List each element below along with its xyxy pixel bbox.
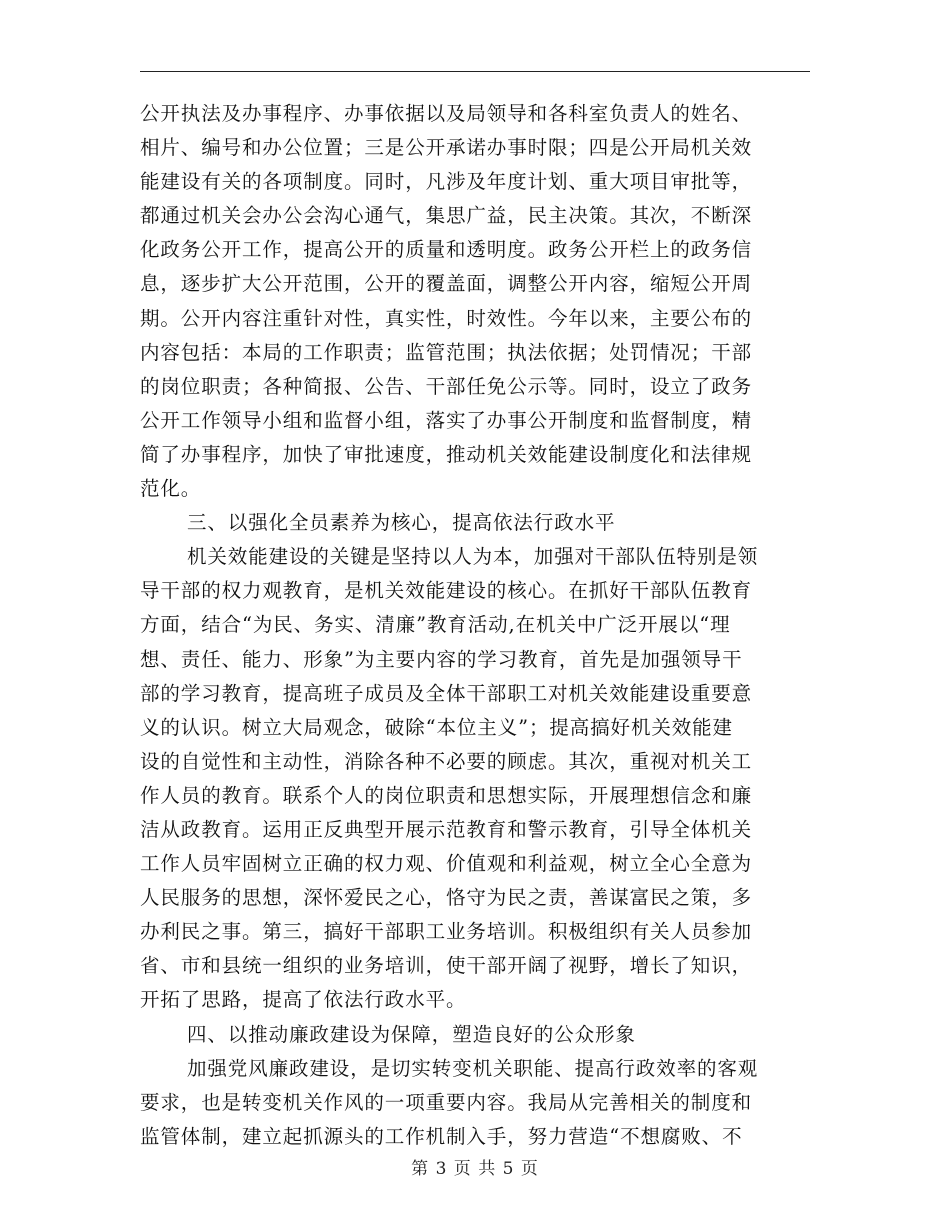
text-line: 导干部的权力观教育，是机关效能建设的核心。在抓好干部队伍教育 [140, 579, 753, 603]
text-line: 义的认识。树立大局观念，破除“本位主义”；提高搞好机关效能建 [140, 715, 733, 739]
text-line: 监管体制，建立起抓源头的工作机制入手，努力营造“不想腐败、不 [140, 1124, 743, 1148]
text-line: 洁从政教育。运用正反典型开展示范教育和警示教育，引导全体机关 [140, 817, 753, 841]
text-line: 想、责任、能力、形象”为主要内容的学习教育，首先是加强领导干 [140, 647, 743, 671]
text-line: 公开执法及办事程序、办事依据以及局领导和各科室负责人的姓名、 [140, 102, 753, 125]
text-line: 省、市和县统一组织的业务培训，使干部开阔了视野，增长了知识， [140, 954, 753, 978]
text-line: 人民服务的思想，深怀爱民之心，恪守为民之责，善谋富民之策，多 [140, 886, 753, 910]
text-line: 的岗位职责；各种简报、公告、干部任免公示等。同时，设立了政务 [140, 374, 753, 398]
text-line: 设的自觉性和主动性，消除各种不必要的顾虑。其次，重视对机关工 [140, 749, 753, 773]
text-line: 部的学习教育，提高班子成员及全体干部职工对机关效能建设重要意 [140, 681, 753, 705]
page-footer: 第 3 页 共 5 页 [411, 1159, 539, 1179]
text-line: 简了办事程序，加快了审批速度，推动机关效能建设制度化和法律规 [140, 442, 753, 466]
text-line: 相片、编号和办公位置；三是公开承诺办事时限；四是公开局机关效 [140, 136, 753, 160]
text-line: 作人员的教育。联系个人的岗位职责和思想实际，开展理想信念和廉 [140, 783, 753, 807]
section-heading: 四、以推动廉政建设为保障，塑造良好的公众形象 [187, 1022, 636, 1046]
text-line: 要求，也是转变机关作风的一项重要内容。我局从完善相关的制度和 [140, 1090, 753, 1114]
text-line: 都通过机关会办公会沟心通气，集思广益，民主决策。其次，不断深 [140, 204, 753, 228]
text-line: 公开工作领导小组和监督小组，落实了办事公开制度和监督制度，精 [140, 408, 753, 432]
text-line: 工作人员牢固树立正确的权力观、价值观和利益观，树立全心全意为 [140, 852, 753, 876]
text-line: 化政务公开工作，提高公开的质量和透明度。政务公开栏上的政务信 [140, 238, 753, 262]
paragraph-start: 加强党风廉政建设，是切实转变机关职能、提高行政效率的客观 [187, 1056, 759, 1080]
text-line: 开拓了思路，提高了依法行政水平。 [140, 988, 467, 1012]
text-line: 内容包括：本局的工作职责；监管范围；执法依据；处罚情况；干部 [140, 340, 753, 364]
text-line: 能建设有关的各项制度。同时，凡涉及年度计划、重大项目审批等， [140, 170, 753, 194]
paragraph-start: 机关效能建设的关键是坚持以人为本，加强对干部队伍特别是领 [187, 545, 759, 569]
text-line: 期。公开内容注重针对性，真实性，时效性。今年以来，主要公布的 [140, 306, 753, 330]
header-rule [140, 71, 810, 72]
text-line: 方面，结合“为民、务实、清廉”教育活动,在机关中广泛开展以“理 [140, 613, 731, 637]
body-text [140, 97, 810, 1154]
text-line: 息，逐步扩大公开范围，公开的覆盖面，调整公开内容，缩短公开周 [140, 272, 753, 296]
text-line: 范化。 [140, 477, 202, 501]
section-heading: 三、以强化全员素养为核心，提高依法行政水平 [187, 511, 616, 535]
text-line: 办利民之事。第三，搞好干部职工业务培训。积极组织有关人员参加 [140, 920, 753, 944]
